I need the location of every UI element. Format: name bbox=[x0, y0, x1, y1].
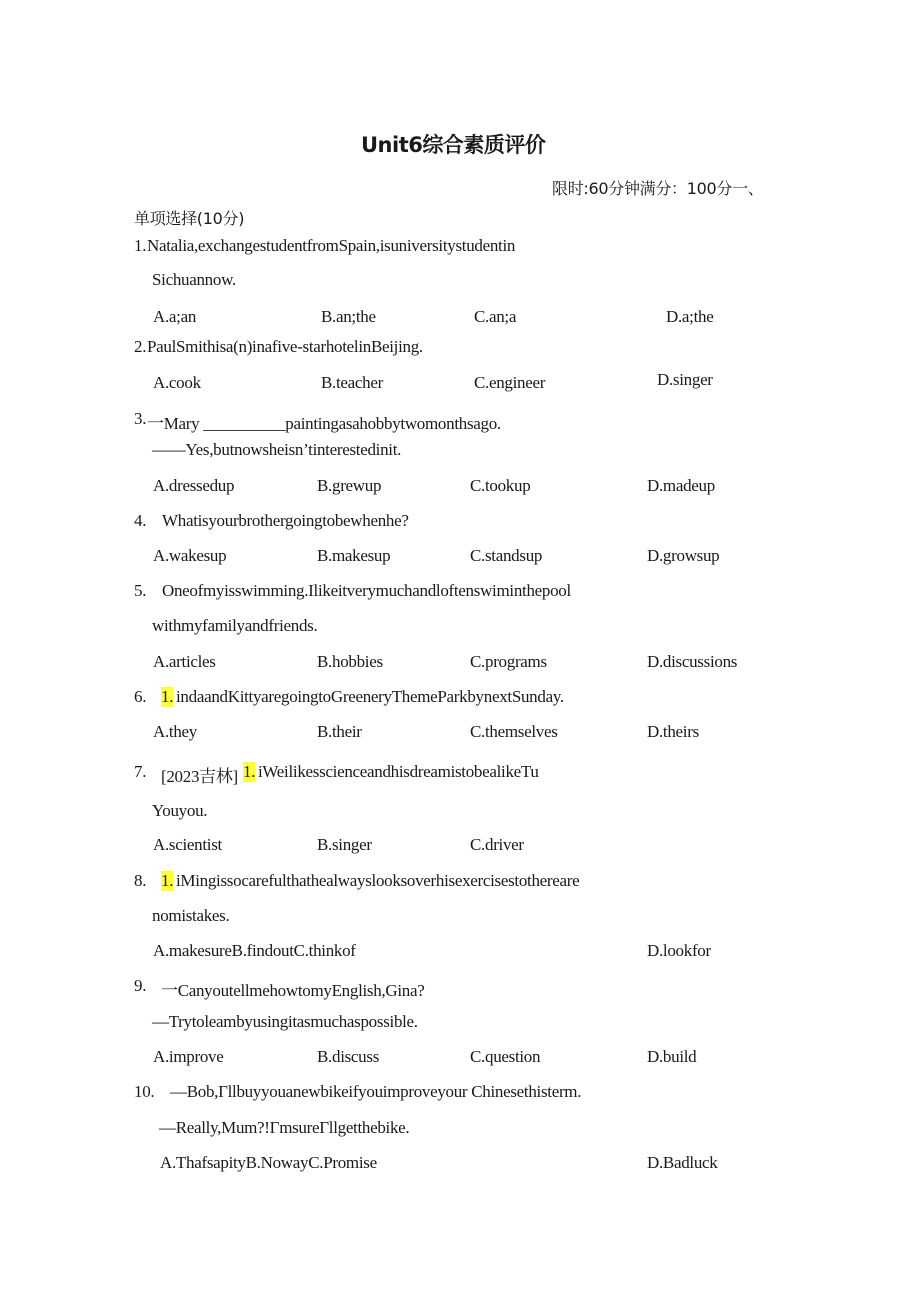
option-d: D.theirs bbox=[647, 722, 699, 741]
question-number: 7. bbox=[134, 762, 147, 781]
option-d: D.discussions bbox=[647, 652, 738, 671]
question-text: —Bob,Γllbuyyouanewbikeifyouimproveyour Chinesethisterm. bbox=[170, 1082, 582, 1101]
option-c: C.tookup bbox=[470, 476, 531, 495]
question-text: ——Yes,butnowsheisn’tinterestedinit. bbox=[152, 440, 402, 459]
question-text: nomistakes. bbox=[152, 906, 230, 925]
question-number: 10. bbox=[134, 1082, 155, 1101]
highlight-mark: 1. bbox=[161, 687, 174, 706]
option-a: A.dressedup bbox=[153, 476, 235, 495]
question-number: 6. bbox=[134, 687, 147, 706]
option-a: A.a;an bbox=[153, 307, 197, 326]
question-text: Sichuannow. bbox=[152, 270, 236, 289]
question-text: Oneofmyisswimming.Ilikeitverymuchandloftenswiminthepool bbox=[162, 581, 571, 600]
option-b: B.singer bbox=[317, 835, 372, 854]
question-text: Whatisyourbrothergoingtobewhenhe? bbox=[162, 511, 409, 530]
option-d: D.singer bbox=[657, 370, 713, 389]
question-text: Youyou. bbox=[152, 801, 208, 820]
option-b: B.an;the bbox=[321, 307, 376, 326]
question-number: 3. bbox=[134, 409, 147, 428]
highlight-mark: 1. bbox=[161, 871, 174, 890]
section-heading: 单项选择(10分) bbox=[134, 209, 245, 228]
question-text: PaulSmithisa(n)inafive-starhotelinBeijing. bbox=[147, 337, 423, 356]
option-a: A.scientist bbox=[153, 835, 222, 854]
option-b: B.discuss bbox=[317, 1047, 380, 1066]
source-tag: [2023吉林] bbox=[161, 767, 238, 786]
option-a: A.improve bbox=[153, 1047, 224, 1066]
question-text: Natalia,exchangestudentfromSpain,isuniversitystudentin bbox=[147, 236, 516, 255]
option-b: B.teacher bbox=[321, 373, 383, 392]
question-text: 一CanyoutellmehowtomyEnglish,Gina? bbox=[161, 981, 425, 1000]
option-a: A.cook bbox=[153, 373, 201, 392]
option-d: D.build bbox=[647, 1047, 697, 1066]
option-c: C.driver bbox=[470, 835, 524, 854]
option-c: C.an;a bbox=[474, 307, 517, 326]
option-d: D.lookfor bbox=[647, 941, 711, 960]
option-c: C.standsup bbox=[470, 546, 543, 565]
question-text: iMingissocarefulthathealwayslooksoverhisexercisestothereare bbox=[176, 871, 580, 890]
question-number: 9. bbox=[134, 976, 147, 995]
question-number: 5. bbox=[134, 581, 147, 600]
highlight-mark: 1. bbox=[243, 762, 256, 781]
question-number: 1. bbox=[134, 236, 147, 255]
option-c: C.programs bbox=[470, 652, 547, 671]
option-b: B.makesup bbox=[317, 546, 391, 565]
option-a: A.they bbox=[153, 722, 197, 741]
option-d: D.Badluck bbox=[647, 1153, 718, 1172]
question-text: —Trytoleambyusingitasmuchaspossible. bbox=[152, 1012, 418, 1031]
question-text: withmyfamilyandfriends. bbox=[152, 616, 318, 635]
option-c: C.question bbox=[470, 1047, 541, 1066]
option-a: A.wakesup bbox=[153, 546, 227, 565]
question-text: 一Mary __________paintingasahobbytwomonthsago. bbox=[147, 414, 501, 433]
option-d: D.madeup bbox=[647, 476, 715, 495]
option-b: B.their bbox=[317, 722, 362, 741]
option-a: A.articles bbox=[153, 652, 216, 671]
question-number: 8. bbox=[134, 871, 147, 890]
page-title: Unit6综合素质评价 bbox=[361, 133, 546, 157]
option-abc: A.ThafsapityB.NowayC.Promise bbox=[160, 1153, 377, 1172]
option-c: C.themselves bbox=[470, 722, 558, 741]
option-b: B.hobbies bbox=[317, 652, 383, 671]
question-text: iWeilikesscienceandhisdreamistobealikeTu bbox=[258, 762, 539, 781]
time-limit-score: 限时:60分钟满分：100分一、 bbox=[552, 179, 764, 198]
question-text: indaandKittyaregoingtoGreeneryThemeParkbynextSunday. bbox=[176, 687, 564, 706]
question-number: 4. bbox=[134, 511, 147, 530]
option-c: C.engineer bbox=[474, 373, 546, 392]
option-b: B.grewup bbox=[317, 476, 382, 495]
option-abc: A.makesureB.findoutC.thinkof bbox=[153, 941, 356, 960]
question-number: 2. bbox=[134, 337, 147, 356]
question-text: —Really,Mum?!ΓmsureΓllgetthebike. bbox=[159, 1118, 410, 1137]
option-d: D.growsup bbox=[647, 546, 720, 565]
option-d: D.a;the bbox=[666, 307, 714, 326]
